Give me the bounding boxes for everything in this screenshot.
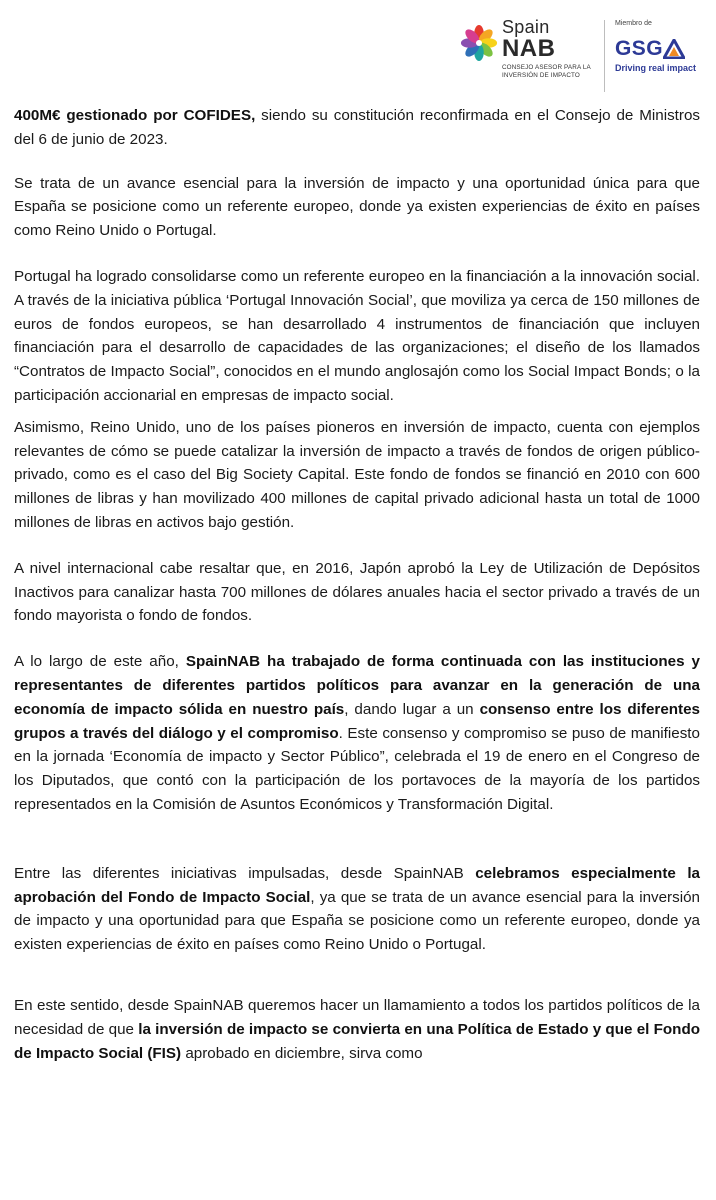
text-segment: A nivel internacional cabe resaltar que, en 2016, Japón aprobó la Ley de Utilización de Depósitos Inactivos para canalizar hasta 700 millones de dólares anuales hacia el sector privado a través de un fondo mayorista o fondo de fondos. bbox=[14, 559, 700, 625]
paragraph-spainnab-trabajo bbox=[14, 650, 700, 817]
text-segment: Se trata de un avance esencial para la inversión de impacto y una oportunidad única para que España se posicione como un referente europeo, donde ya existen experiencias de éxito en países como Reino Unido o Portugal. bbox=[14, 174, 700, 240]
paragraph-llamamiento bbox=[14, 994, 700, 1065]
text-segment: Asimismo, Reino Unido, uno de los países pioneros en inversión de impacto, cuenta con ejemplos relevantes de cómo se puede catalizar la inversión de impacto a través de fondos de origen público-privado, como es el caso del Big Society Capital. Este fondo de fondos se financió en 2010 con 600 millones de libras y han movilizado 400 millones de capital privado adicional hasta un total de 1000 millones de libras en activos bajo gestión. bbox=[14, 418, 700, 531]
gsg-triangle-icon bbox=[663, 39, 685, 59]
text-segment: Entre las diferentes iniciativas impulsadas, desde SpainNAB bbox=[14, 864, 476, 882]
brand-nab: NAB bbox=[501, 35, 556, 62]
document-body bbox=[14, 104, 700, 1065]
bold-text-segment: 400M€ gestionado por COFIDES, bbox=[14, 107, 256, 124]
member-label: Miembro de bbox=[614, 20, 652, 27]
paragraph-reino-unido bbox=[14, 416, 700, 535]
bold-text-segment: la inversión de impacto se convierta en una Política de Estado y que el Fondo de Impacto Social (FIS) bbox=[14, 1020, 700, 1062]
brand-spain: Spain bbox=[501, 17, 550, 37]
bold-text-segment: celebramos especialmente la aprobación del Fondo de Impacto Social bbox=[14, 864, 700, 906]
brand-subtitle: CONSEJO ASESOR PARA LA INVERSIÓN DE IMPACTO bbox=[501, 64, 591, 79]
text-segment: siendo su constitución reconfirmada en el Consejo de Ministros del 6 de junio de 2023. bbox=[14, 107, 700, 148]
paragraph-avance-esencial bbox=[14, 172, 700, 243]
gsg-logo bbox=[615, 18, 696, 73]
paragraph-fondo-impacto-social bbox=[14, 862, 700, 957]
spainnab-logo bbox=[460, 18, 596, 80]
text-segment: , dando lugar a un bbox=[344, 700, 480, 718]
gsg-wordmark: GSG bbox=[614, 37, 664, 60]
bold-text-segment: consenso entre los diferentes grupos a través del diálogo y el compromiso bbox=[14, 700, 700, 742]
spainnab-flower-icon bbox=[460, 24, 498, 62]
bold-text-segment: SpainNAB ha trabajado de forma continuada con las instituciones y representantes de diferentes partidos políticos para avanzar en la generación de una economía de impacto sólida en nuestro país bbox=[14, 653, 700, 718]
gsg-tagline: Driving real impact bbox=[614, 63, 696, 73]
text-segment: , ya que se trata de un avance esencial para la inversión de impacto y una oportunidad para que España se posicione como un referente europeo, donde ya existen experiencias de éxito en países como Reino Unido o Portugal. bbox=[14, 888, 700, 954]
text-segment: A lo largo de este año, bbox=[14, 653, 186, 671]
paragraph-japon bbox=[14, 557, 700, 628]
logo-divider bbox=[604, 20, 605, 92]
text-segment: . Este consenso y compromiso se puso de manifiesto en la jornada ‘Economía de impacto y Sector Público”, celebrada el 19 de enero en el Congreso de los Diputados, que contó con la participación de los portavoces de la mayoría de los partidos representados en la Comisión de Asuntos Económicos y Transformación Digital. bbox=[14, 724, 700, 813]
text-segment: aprobado en diciembre, sirva como bbox=[181, 1044, 423, 1062]
text-segment: Portugal ha logrado consolidarse como un referente europeo en la financiación a la innovación social. A través de la iniciativa pública ‘Portugal Innovación Social’, que moviliza ya cerca de 150 millones de euros de fondos europeos, se han desarrollado 4 instrumentos de financiación que incluyen financiación para el desarrollo de capacidades de las organizaciones; el diseño de los llamados “Contratos de Impacto Social”, conocidos en el mundo anglosajón como los Social Impact Bonds; o la participación accionarial en empresas de impacto social. bbox=[14, 267, 700, 404]
paragraph-cofides bbox=[14, 104, 700, 152]
page-header bbox=[460, 18, 696, 98]
text-segment: En este sentido, desde SpainNAB queremos hacer un llamamiento a todos los partidos políticos de la necesidad de que bbox=[14, 996, 700, 1038]
paragraph-portugal bbox=[14, 265, 700, 408]
